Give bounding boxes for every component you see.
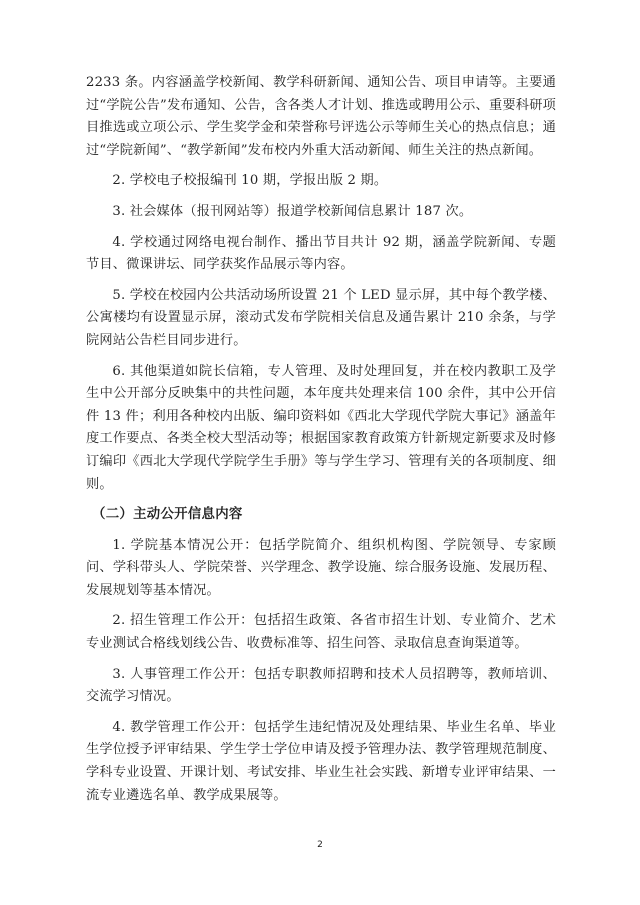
paragraph-network-tv: 4. 学校通过网络电视台制作、播出节目共计 92 期，涵盖学院新闻、专题节目、微课讲坛、同学获奖作品展示等内容。 xyxy=(86,234,556,273)
paragraph-social-media: 3. 社会媒体（报刊网站等）报道学校新闻信息累计 187 次。 xyxy=(112,203,473,219)
paragraph-teaching: 4. 教学管理工作公开：包括学生违纪情况及处理结果、毕业生名单、毕业生学位授予评审结果、学生学士学位申请及授予管理办法、教学管理规范制度、学科专业设置、开课计划、考试安排、毕业生社会实践、新增专业评审结果、一流专业遴选名单、教学成果展等。 xyxy=(86,719,556,803)
paragraph-basic-info: 1. 学院基本情况公开：包括学院简介、组织机构图、学院领导、专家顾问、学科带头人、学院荣誉、兴学理念、教学设施、综合服务设施、发展历程、发展规划等基本情况。 xyxy=(86,537,556,598)
paragraph-personnel: 3. 人事管理工作公开：包括专职教师招聘和技术人员招聘等，教师培训、交流学习情况。 xyxy=(86,666,556,705)
paragraph-admissions: 2. 招生管理工作公开：包括招生政策、各省市招生计划、专业简介、艺术专业测试合格线划线公告、收费标准等、招生问答、录取信息查询渠道等。 xyxy=(86,613,556,652)
paragraph-e-newspaper: 2. 学校电子校报编刊 10 期，学报出版 2 期。 xyxy=(112,173,388,189)
document-body xyxy=(86,72,556,815)
paragraph-other-channels: 6. 其他渠道如院长信箱，专人管理、及时处理回复，并在校内教职工及学生中公开部分反映集中的共性问题，本年度共处理来信 100 余件，其中公开信件 13 件；利用各种校内出版、编印资料如《西北大学现代学院大事记》涵盖年度工作要点、各类全校大型活动等；根据国家教育政策方针新规定新要求及时修订编印《西北大学现代学院学生手册》等与学生学习、管理有关的各项制度、细则。 xyxy=(86,363,556,492)
page-number: 2 xyxy=(317,840,323,850)
paragraph-website-content: 2233 条。内容涵盖学校新闻、教学科研新闻、通知公告、项目申请等。主要通过“学院公告”发布通知、公告，含各类人才计划、推选或聘用公示、重要科研项目推选或立项公示、学生奖学金和荣誉称号评选公示等师生关心的热点信息；通过“学院新闻”、“教学新闻”发布校内外重大活动新闻、师生关注的热点新闻。 xyxy=(86,75,556,158)
paragraph-led-screens: 5. 学校在校园内公共活动场所设置 21 个 LED 显示屏，其中每个教学楼、公寓楼均有设置显示屏，滚动式发布学院相关信息及通告累计 210 余条，与学院网站公告栏目同步进行。 xyxy=(86,287,556,348)
section-heading: （二）主动公开信息内容 xyxy=(92,507,243,523)
